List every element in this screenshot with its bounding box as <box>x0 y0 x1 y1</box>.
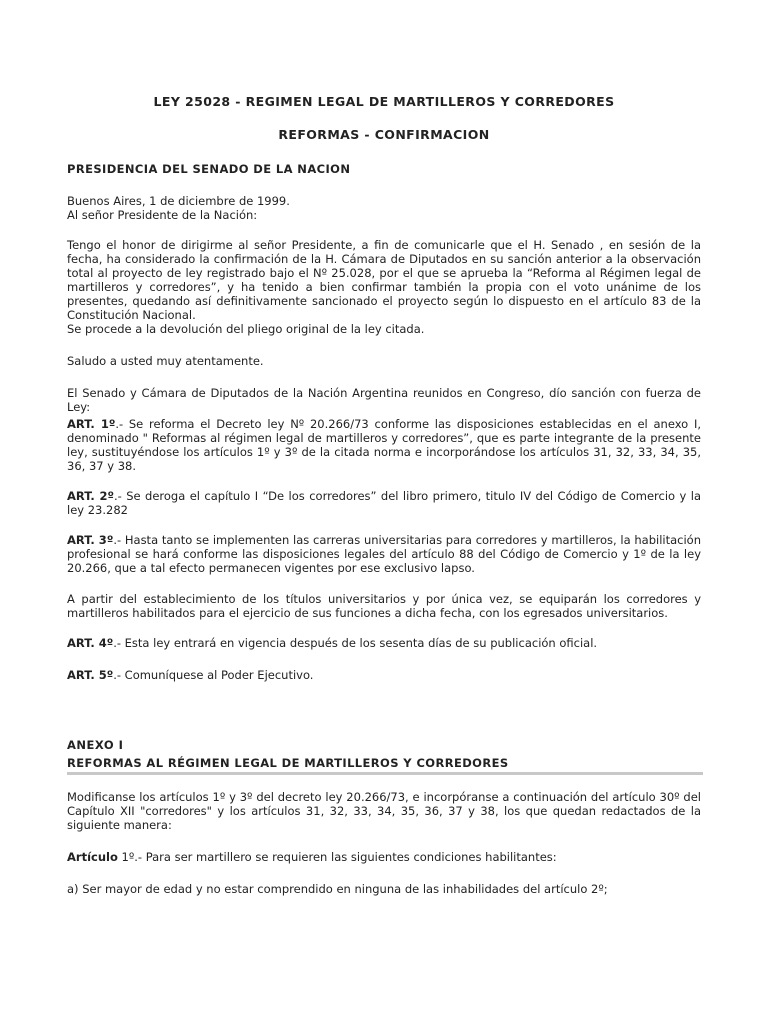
annex-article-1-label: Artículo <box>67 850 118 864</box>
paragraph-honor: Tengo el honor de dirigirme al señor Presidente, a fin de comunicarle que el H. Senado , en sesión de la fecha, ha considerado la confirmación de la H. Cámara de Diputados en su sanción anterior a la observación total al proyecto de ley registrado bajo el Nº 25.028, por el que se aprueba la “Reforma al Régimen legal de martilleros y corredores”, y ha tenido a bien confirmar también la propia con el voto unánime de los presentes, quedando así definitivamente sancionado el proyecto según lo dispuesto en el artículo 83 de la Constitución Nacional. <box>67 238 701 322</box>
letter-date: Buenos Aires, 1 de diciembre de 1999. <box>67 194 290 208</box>
article-3-label: ART. 3º <box>67 533 114 547</box>
paragraph-congreso: El Senado y Cámara de Diputados de la Nación Argentina reunidos en Congreso, dío sanción con fuerza de Ley: <box>67 386 701 414</box>
annex-article-1 <box>67 850 701 864</box>
article-3-text: .- Hasta tanto se implementen las carreras universitarias para corredores y martilleros, la habilitación profesional se hará conforme las disposiciones legales del artículo 88 del Código de Comercio y 1º de la ley 20.266, que a tal efecto permanecen vigentes por ese exclusivo lapso. <box>67 533 702 575</box>
paragraph-a-partir: A partir del establecimiento de los títulos universitarios y por única vez, se equiparán los corredores y martilleros habilitados para el ejercicio de sus funciones a dicha fecha, con los egresados universitarios. <box>67 592 701 620</box>
article-1-text: .- Se reforma el Decreto ley Nº 20.266/73 conforme las disposiciones establecidas en el anexo I, denominado " Reformas al régimen legal de martilleros y corredores”, que es parte integrante de la presente ley, sustituyéndose los artículos 1º y 3º de la citada norma e incorporándose los artículos 31, 32, 33, 34, 35, 36, 37 y 38. <box>67 417 701 473</box>
paragraph-devolucion: Se procede a la devolución del pliego original de la ley citada. <box>67 322 425 336</box>
article-1-label: ART. 1º <box>67 417 116 431</box>
annex-article-1-text: 1º.- Para ser martillero se requieren las siguientes condiciones habilitantes: <box>117 850 557 864</box>
paragraph-saludo: Saludo a usted muy atentamente. <box>67 354 264 368</box>
law-title: LEY 25028 - REGIMEN LEGAL DE MARTILLEROS Y CORREDORES <box>153 94 615 109</box>
article-3 <box>67 533 701 575</box>
letter-date-block <box>67 194 701 222</box>
article-2 <box>67 489 701 517</box>
annex-inciso-a: a) Ser mayor de edad y no estar comprendido en ninguna de las inhabilidades del artículo 2º; <box>67 882 608 896</box>
article-2-text: .- Se deroga el capítulo I “De los corredores” del libro primero, titulo IV del Código de Comercio y la ley 23.282 <box>67 489 701 517</box>
law-subtitle: REFORMAS - CONFIRMACION <box>278 127 490 142</box>
annex-subtitle: REFORMAS AL RÉGIMEN LEGAL DE MARTILLEROS Y CORREDORES <box>67 756 703 775</box>
annex-intro: Modificanse los artículos 1º y 3º del decreto ley 20.266/73, e incorpóranse a continuación del artículo 30º del Capítulo XII "corredores" y los artículos 31, 32, 33, 34, 35, 36, 37 y 38, los que quedan redactados de la siguiente manera: <box>67 790 701 832</box>
article-5-text: .- Comuníquese al Poder Ejecutivo. <box>113 668 314 682</box>
article-4-text: .- Esta ley entrará en vigencia después de los sesenta días de su publicación oficial. <box>113 636 598 650</box>
article-5-label: ART. 5º <box>67 668 114 682</box>
article-1 <box>67 417 701 473</box>
article-4 <box>67 636 701 650</box>
annex-title: ANEXO I <box>67 738 124 752</box>
article-4-label: ART. 4º <box>67 636 114 650</box>
letter-recipient: Al señor Presidente de la Nación: <box>67 208 258 222</box>
senate-presidency-heading: PRESIDENCIA DEL SENADO DE LA NACION <box>67 162 351 176</box>
article-5 <box>67 668 701 682</box>
article-2-label: ART. 2º <box>67 489 114 503</box>
